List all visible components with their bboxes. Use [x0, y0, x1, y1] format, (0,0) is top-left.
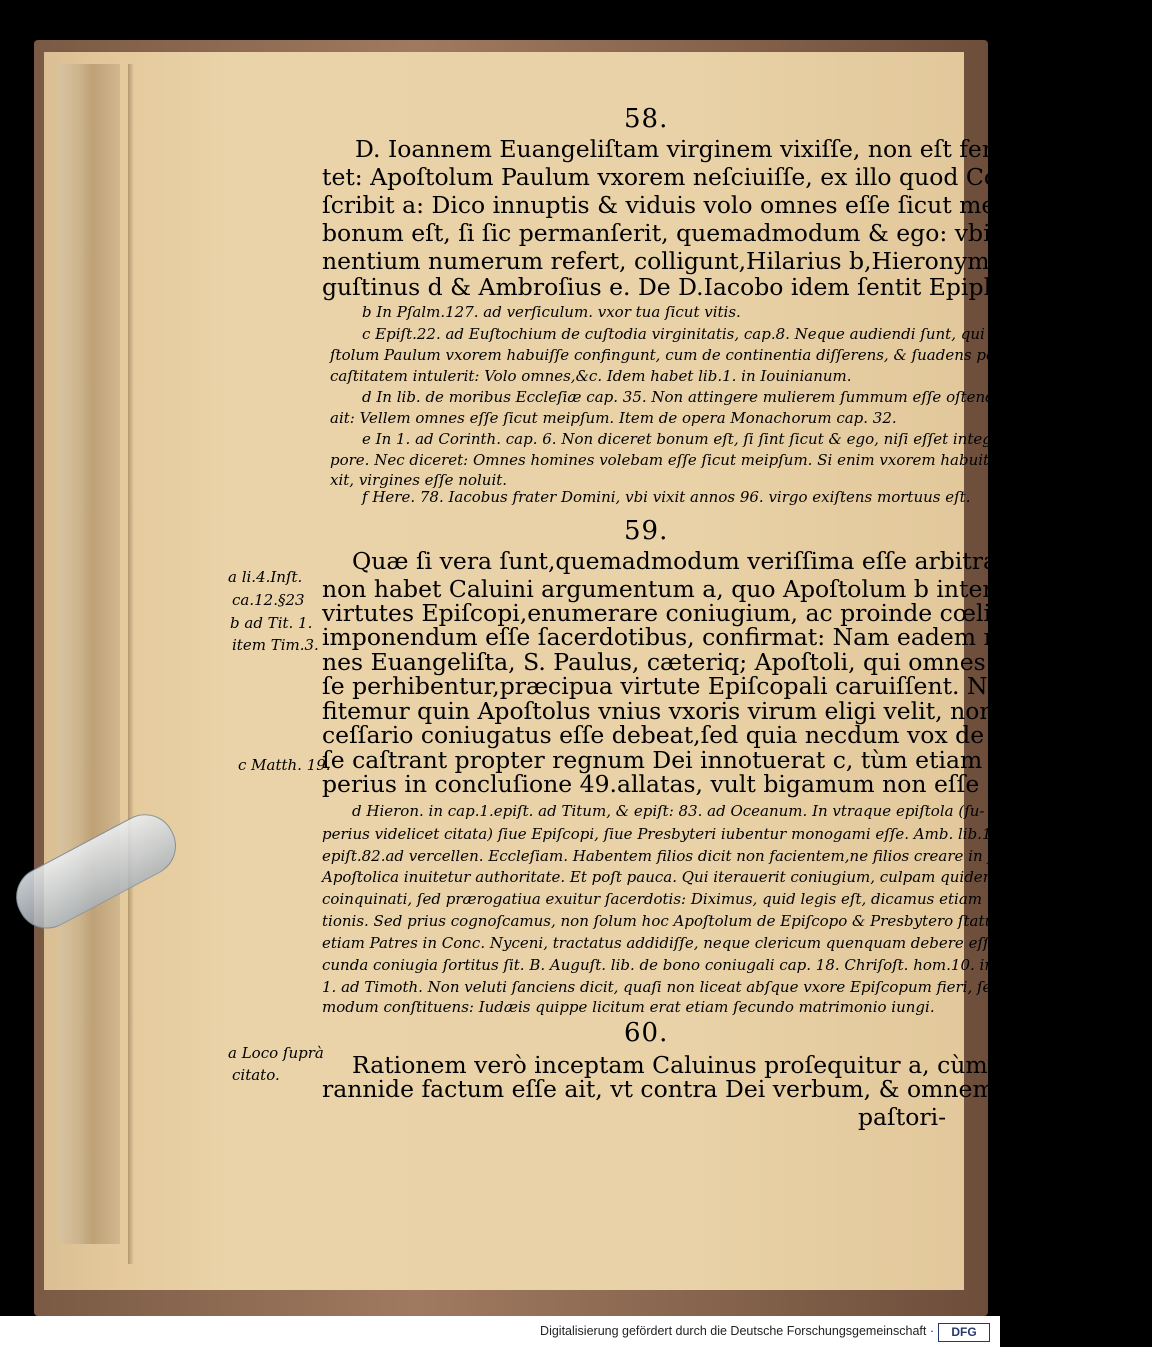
text-line: nentium numerum refert, colligunt,Hilarius b,Hieronymus c,B. Au-	[322, 247, 1118, 275]
footnote-line: Apoſtolica inuitetur authoritate. Et poſt pauca. Qui iterauerit coniugium, culpam quidem nô habet	[322, 868, 1069, 886]
footnote-line: xit, virgines eſſe noluit.	[330, 471, 508, 489]
text-line: Quæ ſi vera ſunt,quemadmodum veriſſima eſſe arbitramur,locum	[352, 547, 1123, 575]
margin-note: c Matth. 19.	[238, 756, 331, 774]
footnote-line: etiam Patres in Conc. Nyceni, tractatus addidiſſe, neque clericum quenquam debere eſſe, qui ſe-	[322, 934, 1056, 952]
text-line: perius in concluſione 49.allatas, vult bigamum non eſſe aſſumendû.d	[322, 770, 1138, 798]
text-line: D. Ioannem Euangeliſtam virginem vixiſſe, non eſt ferè qui dubi-	[355, 135, 1121, 163]
gutter-shadow	[128, 64, 134, 1264]
catchword: paſtori-	[858, 1103, 947, 1131]
text-line: nes Euangeliſta, S. Paulus, cæteriq; Apoſtoli, qui omnes Epiſcopi fuiſ-	[322, 648, 1147, 676]
footnote-line: f Here. 78. Iacobus frater Domini, vbi vixit annos 96. virgo exiſtens mortuus eſt.	[362, 488, 971, 506]
footnote-line: d In lib. de moribus Eccleſiæ cap. 35. Non attingere mulierem ſummum eſſe oſtendit, cum	[362, 388, 1048, 406]
footnote-line: e In 1. ad Corinth. cap. 6. Non diceret bonum eſt, ſi ſint ſicut & ego, niſi eſſet integer cor-	[362, 430, 1043, 448]
text-line: fitemur quin Apoſtolus vnius vxoris virum eligi velit, non quod ne-	[322, 697, 1106, 725]
footnote-line: d Hieron. in cap.1.epiſt. ad Titum, & epiſt: 83. ad Oceanum. In vtraque epiſtola (ſu-	[352, 802, 985, 820]
footnote-line: epiſt.82.ad vercellen. Eccleſiam. Habentem filios dicit non facientem,ne filios creare in ſacerdotio	[322, 847, 1065, 865]
margin-note: b ad Tit. 1.	[230, 614, 313, 632]
margin-note: item Tim.3.	[232, 636, 319, 654]
text-line: ſcribit a: Dico innuptis & viduis volo omnes eſſe ſicut meipſum.Item	[322, 191, 1127, 219]
text-line: ſe perhibentur,præcipua virtute Epiſcopali caruiſſent. Nec tamen dif-	[322, 672, 1143, 700]
page-gutter	[58, 64, 120, 1244]
text-line: rannide factum eſſe ait, vt contra Dei verbum, & omnem æquitatem	[322, 1075, 1132, 1103]
text-line: non habet Caluini argumentum a, quo Apoſtolum b inter præcipuas	[322, 575, 1127, 603]
margin-note: citato.	[232, 1066, 280, 1084]
dfg-logo: DFG	[938, 1323, 990, 1342]
footnote-line: perius videlicet citata) ſiue Epiſcopi, ſiue Presbyteri iubentur monogami eſſe. Amb. lib.10.	[322, 825, 1006, 843]
section-number-60: 60.	[624, 1018, 669, 1048]
text-line: guſtinus d & Ambroſius e. De D.Iacobo idem ſentit Epiphanius.f	[322, 273, 1079, 301]
footnote-line: modum conſtituens: Iudæis quippe licitum erat etiam ſecundo matrimonio iungi.	[322, 998, 935, 1016]
text-line: imponendum eſſe ſacerdotibus, confirmat: Nam eadem ratione Ioan-	[322, 623, 1137, 651]
margin-note: a li.4.Inſt.	[228, 568, 303, 586]
footnote-line: tionis. Sed prius cognoſcamus, non ſolum hoc Apoſtolum de Epiſcopo & Presbytero ſtatuiſſe, ſed	[322, 912, 1053, 930]
footnote-line: b In Pſalm.127. ad verſiculum. vxor tua ſicut vitis.	[362, 303, 741, 321]
footnote-line: pore. Nec diceret: Omnes homines volebam eſſe ſicut meipſum. Si enim vxorem habuit, & hoc di-	[330, 451, 1069, 469]
text-line: tet: Apoſtolum Paulum vxorem neſciuiſſe, ex illo quod Corinthiis	[322, 163, 1084, 191]
text-line: bonum eſt, ſi ſic permanſerit, quemadmodum & ego: vbi ſe in conti-	[322, 219, 1126, 247]
footnote-line: cunda coniugia ſortitus ſit. B. Auguſt. lib. de bono coniugali cap. 18. Chriſoſt. hom.10. in 3.cap.	[322, 956, 1045, 974]
text-line: ceſſario coniugatus eſſe debeat,ſed quia necdum vox de Eunuchis,qui	[322, 721, 1148, 749]
footnote-line: ait: Vellem omnes eſſe ſicut meipſum. Item de opera Monachorum cap. 32.	[330, 409, 897, 427]
text-line: virtutes Epiſcopi,enumerare coniugium, ac proinde cœlibatum non	[322, 599, 1119, 627]
section-number-59: 59.	[624, 516, 669, 546]
text-line: Rationem verò inceptam Caluinus proſequitur a, cùm impia ty-	[352, 1051, 1100, 1079]
margin-note: a Loco ſuprà	[228, 1044, 324, 1062]
footnote-line: c Epiſt.22. ad Euſtochium de cuſtodia virginitatis, cap.8. Neque audiendi ſunt, qui Apo-	[362, 325, 1025, 343]
footer-credit: Digitalisierung gefördert durch die Deutsche Forschungsgemeinschaft ·	[540, 1324, 934, 1338]
footnote-line: ſtolum Paulum vxorem habuiſſe confingunt, cum de continentia diſſerens, & ſuadens perpetuam	[330, 346, 1060, 364]
page-number: 58.	[624, 104, 669, 134]
footnote-line: coinquinati, ſed prærogatiua exuitur ſacerdotis: Diximus, quid legis eſt, dicamus etiam quid ra-	[322, 890, 1047, 908]
text-line: ſe caſtrant propter regnum Dei innotuerat c, tùm etiam ob cauſas ſtu-	[322, 746, 1152, 774]
footnote-line: caſtitatem intulerit: Volo omnes,&c. Idem habet lib.1. in Iouinianum.	[330, 367, 852, 385]
margin-note: ca.12.§23	[232, 591, 305, 609]
footnote-line: 1. ad Timoth. Non veluti ſanciens dicit, quaſi non liceat abſque vxore Epiſcopum fieri, ſed eius rei	[322, 978, 1063, 996]
footer-bar	[0, 1316, 1000, 1347]
